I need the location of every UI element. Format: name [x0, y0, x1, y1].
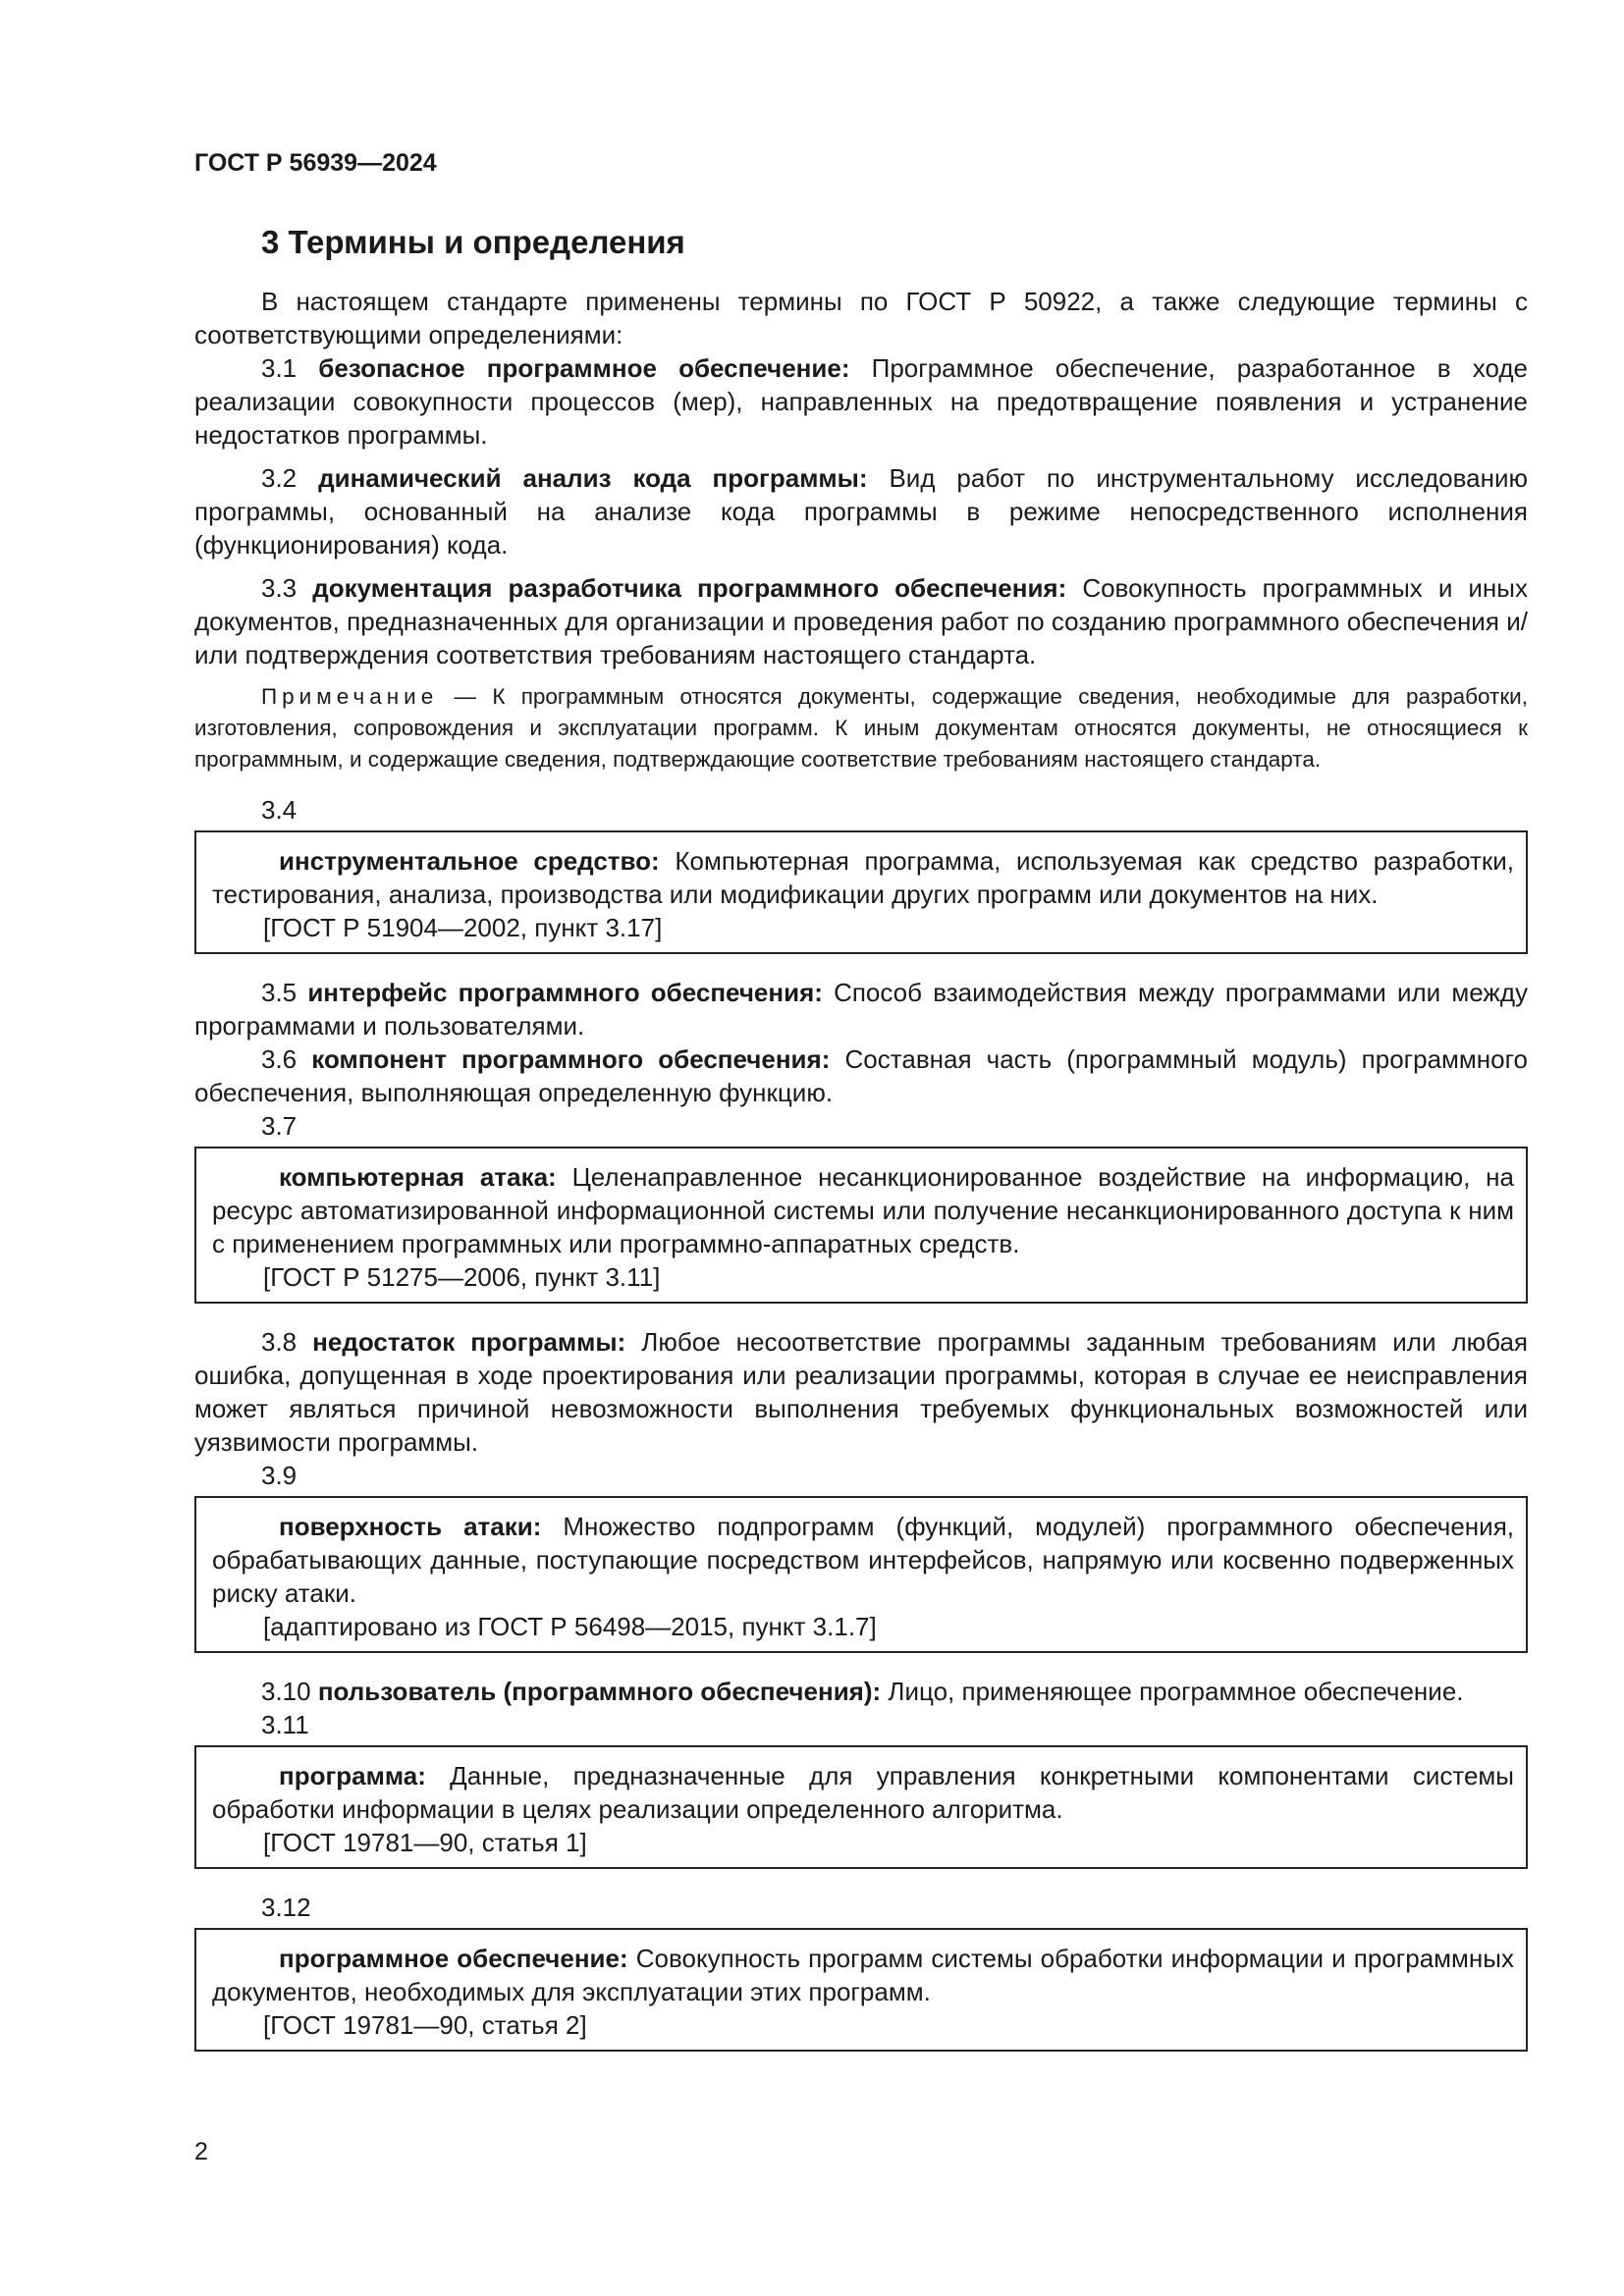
- term-name: безопасное программное обеспечение:: [318, 353, 850, 383]
- term-name: поверхность атаки:: [279, 1512, 542, 1541]
- page-number: 2: [194, 2138, 208, 2165]
- term-name: документация разработчика программного обеспечения:: [312, 573, 1067, 603]
- term-name: компьютерная атака:: [279, 1162, 557, 1192]
- note-paragraph: [194, 681, 1528, 775]
- term-source: [адаптировано из ГОСТ Р 56498—2015, пункт 3.1.7]: [263, 1612, 877, 1641]
- document-id-header: ГОСТ Р 56939—2024: [194, 149, 437, 177]
- term-name: недостаток программы:: [312, 1327, 626, 1357]
- term-name: инструментальное средство:: [279, 846, 660, 876]
- term-3-10: [194, 1675, 1528, 1708]
- term-number: 3.1: [261, 353, 298, 383]
- term-name: пользователь (программного обеспечения):: [317, 1677, 882, 1706]
- term-3-6: [194, 1042, 1528, 1109]
- term-number: 3.8: [261, 1327, 298, 1357]
- term-definition: Составная часть (программный модуль) программного обеспечения, выполняющая определенную функцию.: [194, 1044, 1528, 1107]
- term-box-3-12: [194, 1928, 1528, 2052]
- term-source: [ГОСТ 19781—90, статья 2]: [263, 2010, 587, 2040]
- term-number-3-4: 3.4: [261, 795, 298, 825]
- term-3-3: [194, 571, 1528, 671]
- term-name: динамический анализ кода программы:: [318, 463, 868, 493]
- term-3-11: [212, 1759, 1514, 1826]
- term-number: 3.6: [261, 1044, 298, 1074]
- term-definition: Данные, предназначенные для управления конкретными компонентами системы обработки информации в целях реализации определенного алгоритма.: [212, 1761, 1514, 1824]
- term-definition: Вид работ по инструментальному исследованию программы, основанный на анализе кода программы в режиме непосредственного исполнения (функционирования) кода.: [194, 463, 1528, 560]
- term-3-1: [194, 351, 1528, 452]
- term-number-3-7: 3.7: [261, 1111, 298, 1141]
- term-definition: Любое несоответствие программы заданным требованиям или любая ошибка, допущенная в ходе проектирования или реализации программы, которая в случае ее неисправления может являться причиной невозможности выполнения требуемых функциональных возможностей или уязвимости программы.: [194, 1327, 1528, 1457]
- term-definition: Совокупность программ системы обработки информации и программных документов, необходимых для эксплуатации этих программ.: [212, 1944, 1514, 2006]
- term-number: 3.5: [261, 978, 298, 1007]
- term-box-3-4: [194, 830, 1528, 954]
- section-title: 3 Термины и определения: [261, 224, 685, 260]
- note-text: — К программным относятся документы, содержащие сведения, необходимые для разработки, изготовления, сопровождения и эксплуатации программ. К иным документам относятся документы, не относящиеся к программным, и содержащие сведения, подтверждающие соответствие требованиям настоящего стандарта.: [194, 684, 1528, 772]
- term-number-3-11: 3.11: [261, 1710, 309, 1739]
- term-number-3-9: 3.9: [261, 1461, 298, 1490]
- term-name: компонент программного обеспечения:: [311, 1044, 831, 1074]
- intro-paragraph: В настоящем стандарте применены термины по ГОСТ Р 50922, а также следующие термины с соответствующими определениями:: [194, 287, 1528, 349]
- term-3-8: [194, 1325, 1528, 1459]
- term-definition: Программное обеспечение, разработанное в ходе реализации совокупности процессов (мер), направленных на предотвращение появления и устранение недостатков программы.: [194, 353, 1528, 450]
- term-number: 3.3: [261, 573, 298, 603]
- term-3-12: [212, 1942, 1514, 2008]
- term-source: [ГОСТ Р 51904—2002, пункт 3.17]: [263, 913, 663, 942]
- term-definition: Способ взаимодействия между программами или между программами и пользователями.: [194, 978, 1528, 1041]
- term-definition: Совокупность программных и иных документов, предназначенных для организации и проведения работ по созданию программного обеспечения и/или подтверждения соответствия требованиям настоящего стандарта.: [194, 573, 1528, 669]
- term-3-2: [194, 461, 1528, 561]
- term-3-7: [212, 1160, 1514, 1260]
- term-definition: Целенаправленное несанкционированное воздействие на информацию, на ресурс автоматизированной информационной системы или получение несанкционированного доступа к ним с применением программных или программно-аппаратных средств.: [212, 1162, 1514, 1258]
- term-name: программа:: [279, 1761, 426, 1790]
- term-name: программное обеспечение:: [279, 1944, 628, 1973]
- term-source: [ГОСТ Р 51275—2006, пункт 3.11]: [263, 1262, 661, 1292]
- term-3-5: [194, 976, 1528, 1042]
- term-name: интерфейс программного обеспечения:: [307, 978, 823, 1007]
- term-number-3-12: 3.12: [261, 1893, 311, 1922]
- term-3-4: [212, 844, 1514, 911]
- term-definition: Множество подпрограмм (функций, модулей) программного обеспечения, обрабатывающих данные, поступающие посредством интерфейсов, напрямую или косвенно подверженных риску атаки.: [212, 1512, 1514, 1608]
- note-label: Примечание: [261, 684, 439, 709]
- term-number: 3.10: [261, 1677, 311, 1706]
- term-box-3-11: [194, 1745, 1528, 1869]
- term-box-3-9: [194, 1496, 1528, 1653]
- term-3-9: [212, 1510, 1514, 1610]
- document-body: [194, 285, 1528, 2052]
- term-definition: Компьютерная программа, используемая как средство разработки, тестирования, анализа, производства или модификации других программ или документов на них.: [212, 846, 1514, 909]
- term-source: [ГОСТ 19781—90, статья 1]: [263, 1828, 587, 1857]
- term-box-3-7: [194, 1147, 1528, 1304]
- term-number: 3.2: [261, 463, 298, 493]
- term-definition: Лицо, применяющее программное обеспечение.: [888, 1677, 1464, 1706]
